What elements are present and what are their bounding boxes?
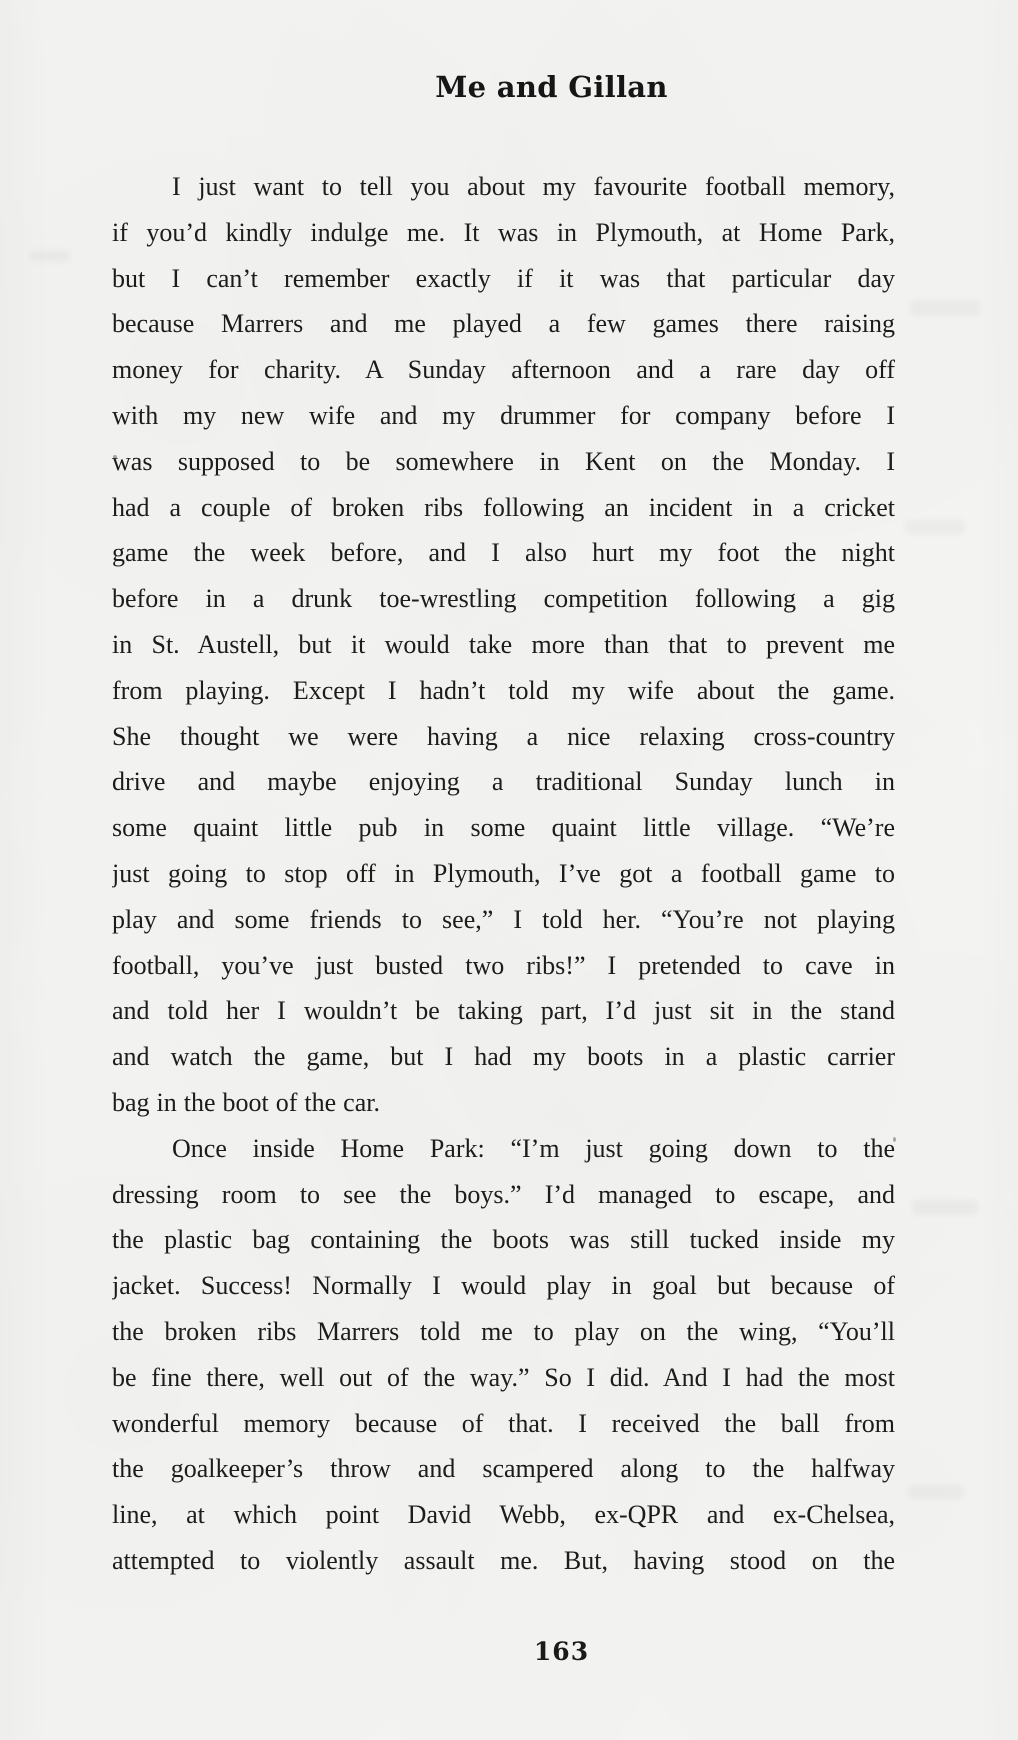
showthrough-mark xyxy=(908,1485,963,1499)
text-line: Once inside Home Park: “I’m just going down to the xyxy=(172,1133,895,1163)
page-number: 163 xyxy=(533,1637,590,1666)
text-line: was supposed to be somewhere in Kent on the Monday. I xyxy=(112,446,895,476)
text-line: if you’d kindly indulge me. It was in Plymouth, at Home Park, xyxy=(112,217,895,247)
chapter-title: Me and Gillan xyxy=(435,70,668,104)
text-line: play and some friends to see,” I told her. “You’re not playing xyxy=(112,904,895,934)
text-line: wonderful memory because of that. I received the ball from xyxy=(112,1408,895,1438)
text-line: in St. Austell, but it would take more than that to prevent me xyxy=(112,629,895,659)
text-line: had a couple of broken ribs following an incident in a cricket xyxy=(112,492,895,522)
text-line: the broken ribs Marrers told me to play on the wing, “You’ll xyxy=(112,1316,895,1346)
showthrough-mark xyxy=(905,520,965,534)
text-line: drive and maybe enjoying a traditional Sunday lunch in xyxy=(112,767,895,797)
text-line: just going to stop off in Plymouth, I’ve got a football game to xyxy=(112,858,895,888)
text-line: before in a drunk toe-wrestling competition following a gig xyxy=(112,584,895,614)
body-text xyxy=(112,164,895,1584)
scan-speck xyxy=(893,1137,896,1142)
text-line: and told her I wouldn’t be taking part, I’d just sit in the stand xyxy=(112,996,895,1026)
text-line: bag in the boot of the car. xyxy=(112,1087,380,1117)
text-line: some quaint little pub in some quaint little village. “We’re xyxy=(112,813,895,843)
text-line: the goalkeeper’s throw and scampered along to the halfway xyxy=(112,1454,895,1484)
text-line: and watch the game, but I had my boots in a plastic carrier xyxy=(112,1042,895,1072)
text-line: but I can’t remember exactly if it was that particular day xyxy=(112,263,895,293)
text-line: jacket. Success! Normally I would play in goal but because of xyxy=(112,1271,895,1301)
text-line: She thought we were having a nice relaxing cross-country xyxy=(112,721,895,751)
text-line: dressing room to see the boys.” I’d managed to escape, and xyxy=(112,1179,895,1209)
text-line: line, at which point David Webb, ex-QPR and ex-Chelsea, xyxy=(112,1500,895,1530)
text-line: I just want to tell you about my favourite football memory, xyxy=(172,172,895,201)
text-line: the plastic bag containing the boots was still tucked inside my xyxy=(112,1225,895,1255)
text-line: with my new wife and my drummer for company before I xyxy=(112,400,895,430)
text-line: attempted to violently assault me. But, having stood on the xyxy=(112,1545,895,1575)
scan-speck xyxy=(113,455,117,459)
showthrough-mark xyxy=(30,250,70,262)
text-line: money for charity. A Sunday afternoon and a rare day off xyxy=(112,355,895,385)
showthrough-mark xyxy=(910,300,980,316)
showthrough-mark xyxy=(912,1200,978,1215)
text-line: be fine there, well out of the way.” So I did. And I had the most xyxy=(112,1362,895,1392)
text-line: football, you’ve just busted two ribs!” I pretended to cave in xyxy=(112,950,895,980)
text-line: game the week before, and I also hurt my foot the night xyxy=(112,538,895,568)
text-line: because Marrers and me played a few games there raising xyxy=(112,309,895,339)
text-line: from playing. Except I hadn’t told my wife about the game. xyxy=(112,675,895,705)
